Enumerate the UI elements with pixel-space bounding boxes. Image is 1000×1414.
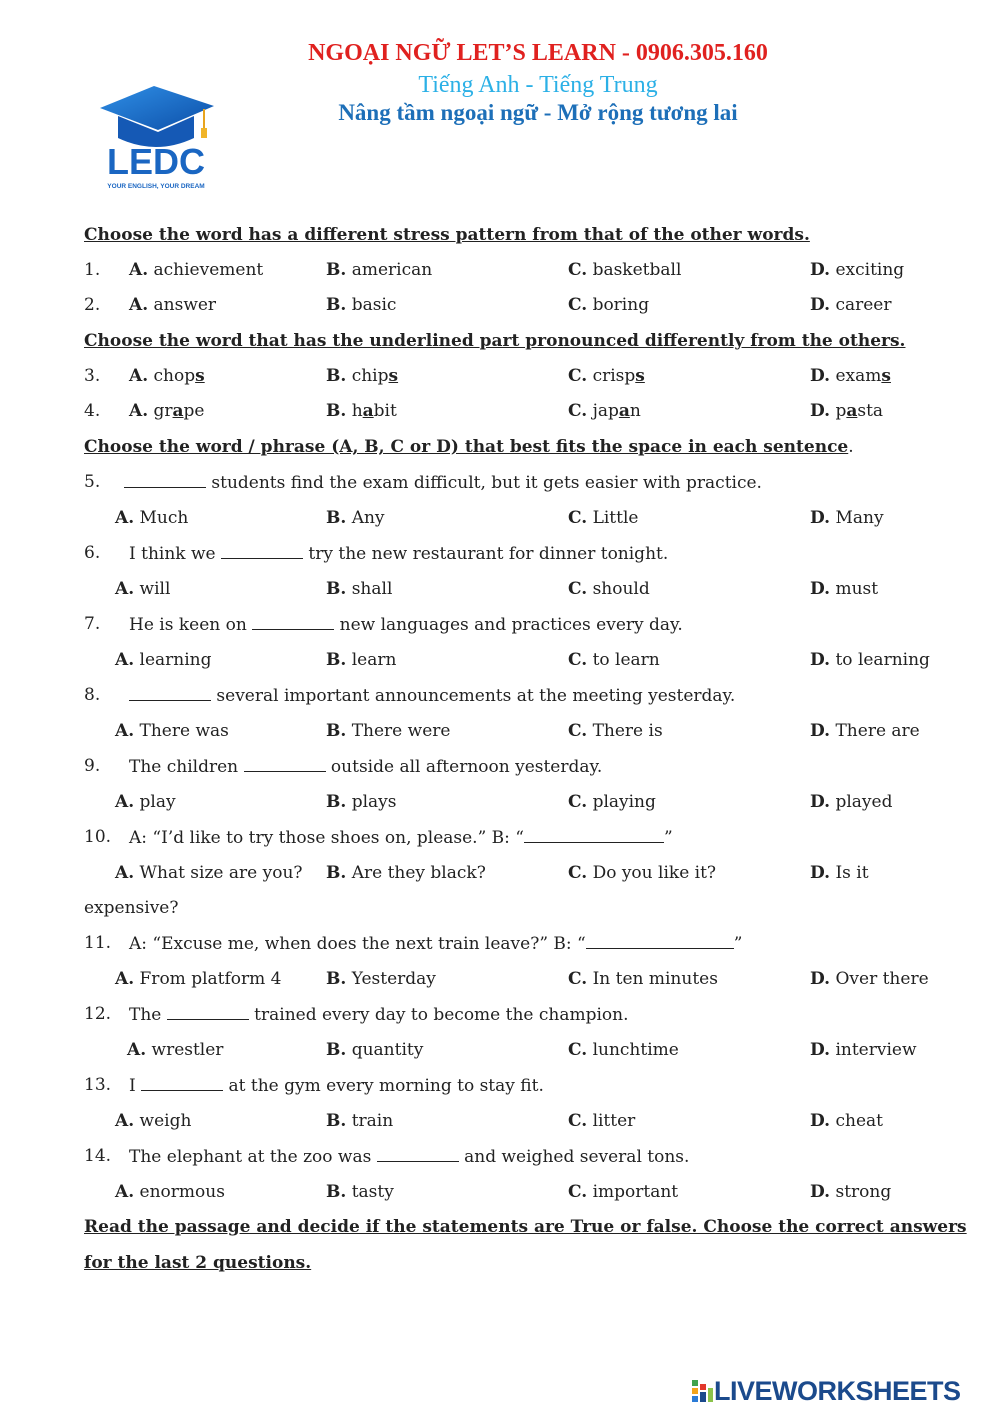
option-d[interactable]: D. Is it (810, 863, 869, 883)
option-c[interactable]: C. to learn (568, 650, 660, 670)
question-number: 8. (84, 685, 101, 705)
option-c[interactable]: C. basketball (568, 260, 682, 280)
option-b[interactable]: B. Are they black? (326, 863, 486, 883)
ledc-logo (96, 82, 220, 194)
answer-blank[interactable] (221, 542, 303, 559)
question-number: 4. (84, 401, 101, 421)
option-d[interactable]: D. played (810, 792, 893, 812)
answer-blank[interactable] (586, 932, 734, 949)
option-b[interactable]: B. habit (326, 401, 397, 421)
option-c[interactable]: C. In ten minutes (568, 969, 718, 989)
question-stem: students find the exam difficult, but it gets easier with practice. (124, 471, 762, 494)
header-line-2: Tiếng Anh - Tiếng Trung (418, 72, 658, 98)
question-number: 7. (84, 614, 101, 634)
option-d[interactable]: D. There are (810, 721, 920, 741)
instruction-fill: Choose the word / phrase (A, B, C or D) that best fits the space in each sentence. (84, 437, 854, 457)
option-b[interactable]: B. Yesterday (326, 969, 436, 989)
option-d-continued[interactable]: expensive? (84, 898, 179, 918)
option-b[interactable]: B. plays (326, 792, 397, 812)
option-b[interactable]: B. chips (326, 366, 399, 386)
option-b[interactable]: B. shall (326, 579, 393, 599)
header-line-3: Nâng tầm ngoại ngữ - Mở rộng tương lai (338, 100, 738, 125)
option-a[interactable]: A. From platform 4 (115, 969, 282, 989)
answer-blank[interactable] (252, 613, 334, 630)
logo-text: LEDC (107, 141, 205, 182)
option-d[interactable]: D. Many (810, 508, 884, 528)
option-d[interactable]: D. career (810, 295, 892, 315)
option-a[interactable]: A. grape (129, 401, 205, 421)
question-stem: several important announcements at the meeting yesterday. (129, 684, 735, 707)
option-b[interactable]: B. american (326, 260, 433, 280)
option-c[interactable]: C. Do you like it? (568, 863, 717, 883)
instruction-pronunciation: Choose the word that has the underlined part pronounced differently from the others. (84, 331, 906, 351)
option-a[interactable]: A. chops (129, 366, 205, 386)
option-a[interactable]: A. enormous (115, 1182, 225, 1202)
option-b[interactable]: B. tasty (326, 1182, 394, 1202)
answer-blank[interactable] (167, 1003, 249, 1020)
answer-blank[interactable] (524, 826, 664, 843)
question-stem: A: “Excuse me, when does the next train leave?” B: “ ” (129, 934, 743, 954)
option-a[interactable]: A. learning (115, 650, 212, 670)
logo-tagline: YOUR ENGLISH, YOUR DREAM (107, 183, 205, 190)
option-a[interactable]: A. weigh (115, 1111, 192, 1131)
option-d[interactable]: D. pasta (810, 401, 884, 421)
answer-blank[interactable] (244, 755, 326, 772)
option-c[interactable]: C. lunchtime (568, 1040, 679, 1060)
option-a[interactable]: A. wrestler (127, 1040, 224, 1060)
instruction-reading-1: Read the passage and decide if the statements are True or false. Choose the correct answers (84, 1217, 967, 1237)
option-a[interactable]: A. play (115, 792, 176, 812)
option-a[interactable]: A. There was (115, 721, 229, 741)
question-number: 11. (84, 933, 112, 953)
option-a[interactable]: A. answer (129, 295, 217, 315)
option-d[interactable]: D. Over there (810, 969, 929, 989)
graduation-cap-icon (96, 82, 220, 194)
liveworksheets-logo-icon (692, 1378, 714, 1404)
option-a[interactable]: A. achievement (129, 260, 264, 280)
option-c[interactable]: C. crisps (568, 366, 645, 386)
option-a[interactable]: A. What size are you? (115, 863, 303, 883)
question-number: 2. (84, 295, 101, 315)
question-number: 3. (84, 366, 101, 386)
option-b[interactable]: B. basic (326, 295, 397, 315)
answer-blank[interactable] (141, 1074, 223, 1091)
option-c[interactable]: C. important (568, 1182, 679, 1202)
option-b[interactable]: B. train (326, 1111, 394, 1131)
question-stem: He is keen on new languages and practices every day. (129, 615, 683, 635)
question-number: 13. (84, 1075, 112, 1095)
option-c[interactable]: C. Little (568, 508, 639, 528)
answer-blank[interactable] (124, 471, 206, 488)
question-number: 5. (84, 472, 101, 492)
instruction-reading-2: for the last 2 questions. (84, 1253, 312, 1273)
question-number: 6. (84, 543, 101, 563)
option-b[interactable]: B. Any (326, 508, 385, 528)
option-c[interactable]: C. japan (568, 401, 641, 421)
option-a[interactable]: A. Much (115, 508, 189, 528)
question-number: 9. (84, 756, 101, 776)
option-d[interactable]: D. to learning (810, 650, 930, 670)
option-d[interactable]: D. exciting (810, 260, 905, 280)
option-b[interactable]: B. quantity (326, 1040, 424, 1060)
question-number: 14. (84, 1146, 112, 1166)
question-number: 12. (84, 1004, 112, 1024)
option-a[interactable]: A. will (115, 579, 171, 599)
option-d[interactable]: D. must (810, 579, 879, 599)
liveworksheets-brand: LIVEWORKSHEETS (714, 1375, 961, 1406)
question-stem: The children outside all afternoon yesterday. (129, 757, 603, 777)
question-stem: The elephant at the zoo was and weighed several tons. (129, 1147, 690, 1167)
answer-blank[interactable] (377, 1145, 459, 1162)
option-b[interactable]: B. learn (326, 650, 397, 670)
option-c[interactable]: C. litter (568, 1111, 636, 1131)
option-c[interactable]: C. boring (568, 295, 650, 315)
option-d[interactable]: D. interview (810, 1040, 917, 1060)
question-stem: I think we try the new restaurant for dinner tonight. (129, 544, 669, 564)
option-d[interactable]: D. exams (810, 366, 891, 386)
question-stem: I at the gym every morning to stay fit. (129, 1076, 544, 1096)
option-c[interactable]: C. playing (568, 792, 656, 812)
option-c[interactable]: C. There is (568, 721, 663, 741)
option-c[interactable]: C. should (568, 579, 650, 599)
option-b[interactable]: B. There were (326, 721, 451, 741)
header-line-1: NGOẠI NGỮ LET’S LEARN - 0906.305.160 (308, 40, 768, 66)
option-d[interactable]: D. strong (810, 1182, 892, 1202)
option-d[interactable]: D. cheat (810, 1111, 883, 1131)
question-stem: The trained every day to become the champion. (129, 1005, 629, 1025)
liveworksheets-footer (692, 1376, 961, 1406)
answer-blank[interactable] (129, 684, 211, 701)
question-number: 1. (84, 260, 101, 280)
instruction-stress: Choose the word has a different stress pattern from that of the other words. (84, 225, 810, 245)
question-stem: A: “I’d like to try those shoes on, please.” B: “ ” (129, 828, 673, 848)
question-number: 10. (84, 827, 112, 847)
